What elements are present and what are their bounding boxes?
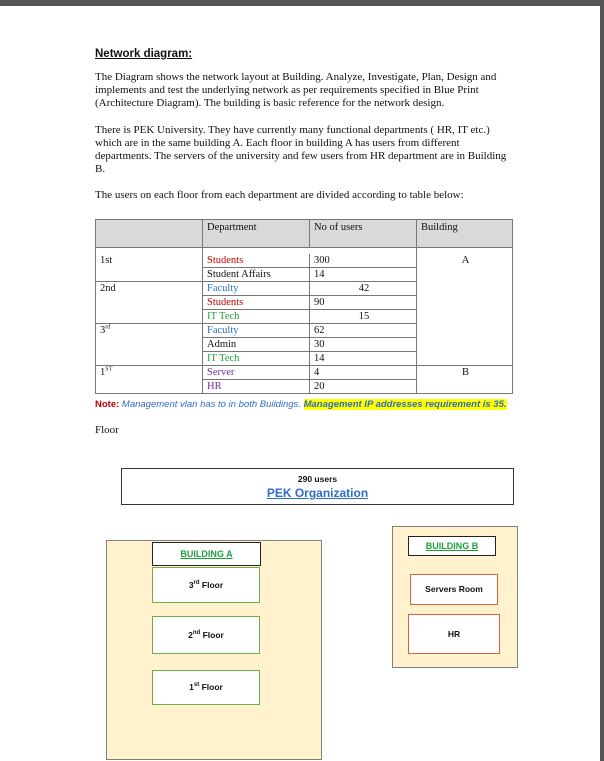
window-right-border — [600, 0, 604, 761]
header-blank-cell — [96, 220, 203, 248]
department-users-table — [95, 219, 513, 394]
floor-1-box — [152, 670, 260, 705]
users-cell: 4 — [310, 365, 417, 379]
management-note — [95, 399, 515, 411]
users-cell: 14 — [310, 267, 417, 281]
floor-number: 3 — [188, 580, 194, 590]
floor-suffix: nd — [192, 630, 201, 637]
building-a-label: BUILDING A — [152, 542, 261, 566]
floor-suffix: st — [193, 682, 200, 689]
building-b-label: BUILDING B — [408, 536, 496, 556]
hr-room-box: HR — [408, 614, 500, 654]
floor-number: 3 — [100, 324, 106, 336]
floor-number: 1 — [100, 366, 106, 378]
header-users: No of users — [310, 220, 417, 248]
floor-suffix: rd — [105, 324, 111, 330]
users-cell: 20 — [310, 379, 417, 393]
floor-2-box — [152, 616, 260, 654]
note-highlight: Management IP addresses requirement is 35. — [303, 399, 507, 410]
floor-3-box — [152, 567, 260, 603]
org-name: PEK Organization — [266, 486, 369, 500]
table-intro-paragraph: The users on each floor from each department are divided according to table below: — [95, 189, 464, 201]
dept-cell: Admin — [203, 337, 310, 351]
table-row — [96, 309, 513, 323]
building-cell: B — [417, 365, 513, 379]
header-department: Department — [203, 220, 310, 248]
table-row — [96, 254, 513, 268]
org-users-count: 290 users — [297, 474, 338, 484]
table-header-row — [96, 220, 513, 248]
note-label: Note: — [95, 399, 120, 410]
dept-cell: IT Tech — [203, 351, 310, 365]
table-row — [96, 295, 513, 309]
table-row — [96, 323, 513, 337]
floor-word: Floor — [202, 630, 224, 640]
floor-number: 1 — [189, 682, 194, 692]
dept-cell: Student Affairs — [203, 267, 310, 281]
table-row — [96, 351, 513, 365]
dept-cell: Faculty — [203, 323, 310, 337]
dept-cell: IT Tech — [203, 309, 310, 323]
building-b-container — [392, 526, 518, 668]
note-text: Management vlan has to in both Buildings. — [119, 399, 304, 410]
floor-label: 2nd — [96, 281, 203, 295]
users-cell: 62 — [310, 323, 417, 337]
floor-word: Floor — [201, 580, 224, 590]
floor-label — [96, 323, 203, 337]
dept-cell: Students — [203, 295, 310, 309]
section-heading: Network diagram: — [95, 48, 193, 60]
table-row — [96, 337, 513, 351]
floor-label: 1st — [96, 254, 203, 268]
floor-suffix: ST — [105, 366, 113, 372]
users-cell: 14 — [310, 351, 417, 365]
dept-cell: Students — [203, 254, 310, 268]
users-cell: 30 — [310, 337, 417, 351]
floor-caption: Floor — [95, 424, 119, 436]
users-cell: 15 — [310, 309, 417, 323]
table-row — [96, 379, 513, 393]
dept-cell: Server — [203, 365, 310, 379]
users-cell: 300 — [310, 254, 417, 268]
floor-number: 2 — [188, 630, 193, 640]
floor-label — [96, 365, 203, 379]
floor-suffix: rd — [193, 580, 200, 587]
table-row — [96, 281, 513, 295]
users-cell: 42 — [310, 281, 417, 295]
dept-cell: Faculty — [203, 281, 310, 295]
table-row — [96, 267, 513, 281]
organization-box — [121, 468, 514, 505]
table-row — [96, 365, 513, 379]
intro-paragraph: The Diagram shows the network layout at Building. Analyze, Investigate, Plan, Design and implements and test the underlying network as per requirements specified in Blue Print (Architecture Diagram). The building is basic reference for the network design. — [95, 71, 497, 109]
users-cell: 90 — [310, 295, 417, 309]
servers-room-box: Servers Room — [410, 574, 498, 605]
dept-cell: HR — [203, 379, 310, 393]
building-cell: A — [417, 254, 513, 268]
header-building: Building — [417, 220, 513, 248]
window-top-border — [0, 0, 604, 6]
floor-word: Floor — [201, 682, 223, 692]
building-a-container — [106, 540, 322, 760]
university-paragraph: There is PEK University. They have currently many functional departments ( HR, IT etc.) which are in the same building A. Each floor in building A has users from different departments. The servers of the university and few users from HR department are in Building B. — [95, 124, 507, 175]
